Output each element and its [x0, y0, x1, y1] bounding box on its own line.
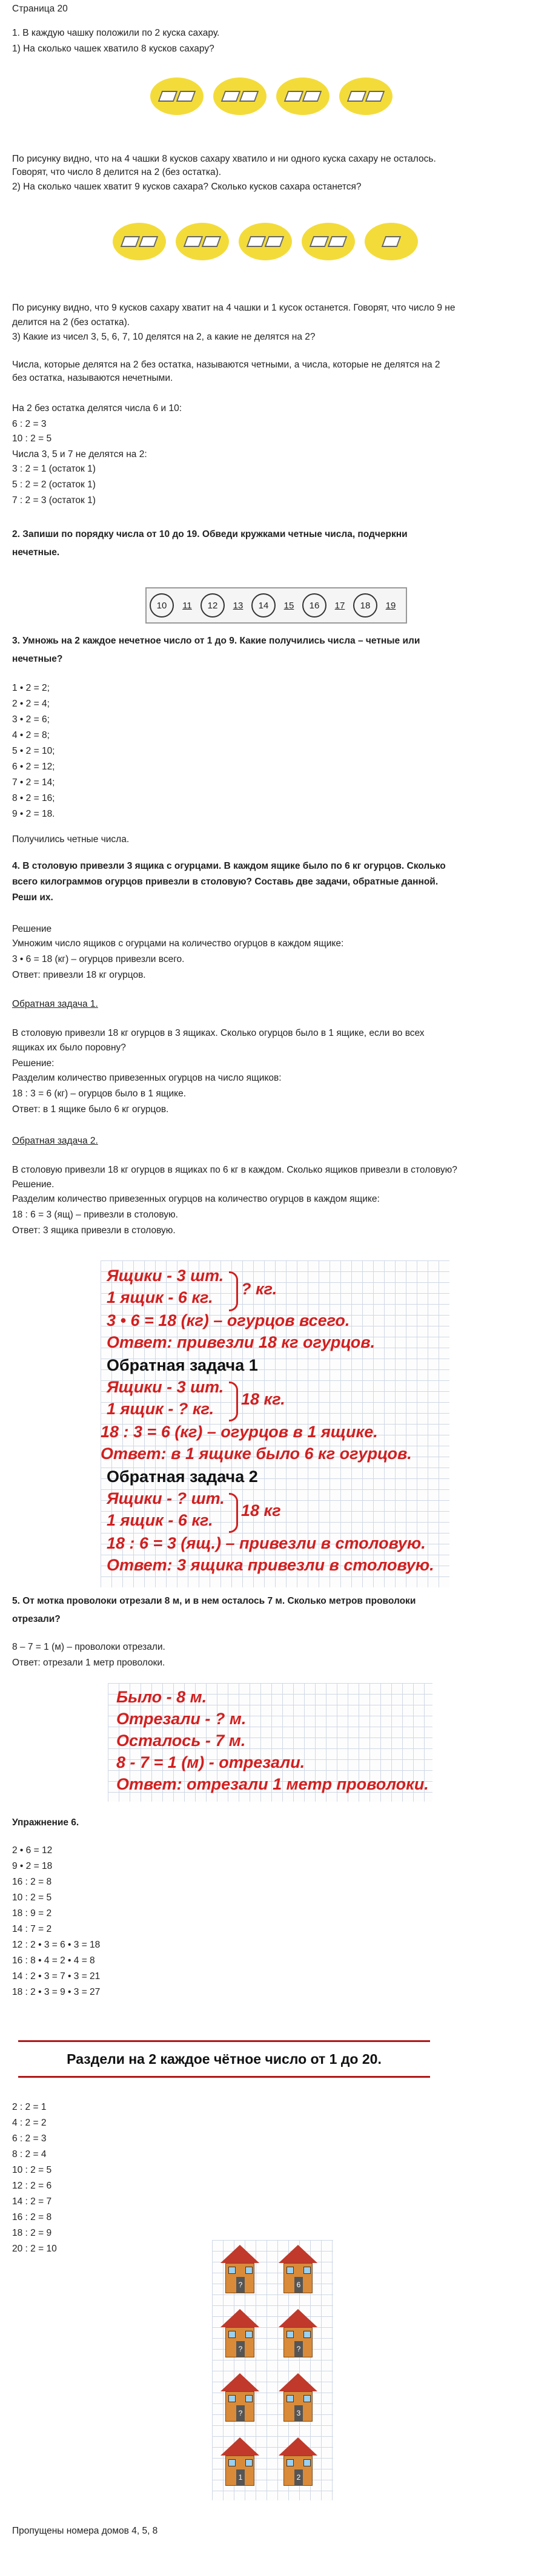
division-line: 18 : 2 = 9 [12, 2228, 52, 2238]
multiplication-line: 4 • 2 = 8; [12, 730, 50, 740]
number-underlined: 19 [385, 600, 396, 611]
cup-icon [302, 223, 355, 260]
house-number: 3 [294, 2405, 303, 2421]
multiplication-line: 6 • 2 = 12; [12, 762, 55, 772]
exercise-line: 10 : 2 = 5 [12, 1892, 52, 1903]
task3-conclusion: Получились четные числа. [12, 834, 130, 845]
house-icon [220, 2245, 259, 2293]
house-icon [220, 2437, 259, 2486]
exercise-line: 16 : 2 = 8 [12, 1877, 52, 1887]
exercise-line: 18 : 2 • 3 = 9 • 3 = 27 [12, 1987, 101, 1997]
brace-icon [229, 1382, 238, 1421]
exercise-line: 16 : 8 • 4 = 2 • 4 = 8 [12, 1955, 95, 1966]
multiplication-line: 3 • 2 = 6; [12, 714, 50, 725]
hw-line: 1 ящик - ? кг. [107, 1400, 214, 1418]
cup-icon [276, 77, 330, 115]
number-circled: 18 [353, 593, 377, 618]
task1-definition-l1: Числа, которые делятся на 2 без остатка, называются четными, а числа, которые не делятся на 2 [12, 360, 440, 370]
brace-icon [229, 1271, 238, 1311]
inverse-task2-title: Обратная задача 2. [12, 1136, 98, 1146]
multiplication-line: 2 • 2 = 4; [12, 699, 50, 709]
sugar-cups-9 [113, 223, 428, 260]
division-task-banner: Раздели на 2 каждое чётное число от 1 до 20. [18, 2040, 430, 2078]
division-line: 20 : 2 = 10 [12, 2244, 57, 2254]
task1-definition-l2: без остатка, называются нечетными. [12, 373, 173, 383]
task5-heading-l2: отрезали? [12, 1614, 61, 1624]
number-line [145, 587, 407, 624]
hw-line: 3 • 6 = 18 (кг) – огурцов всего. [107, 1311, 350, 1329]
sugar-cups-8 [150, 77, 402, 115]
inverse-task2-answer: Ответ: 3 ящика привезли в столовую. [12, 1225, 176, 1236]
multiplication-line: 8 • 2 = 16; [12, 793, 55, 803]
hw-line: 1 ящик - 6 кг. [107, 1511, 213, 1529]
division-line: 3 : 2 = 1 (остаток 1) [12, 464, 96, 474]
houses-picture [212, 2240, 333, 2500]
division-line: 12 : 2 = 6 [12, 2181, 52, 2191]
number-circled: 14 [251, 593, 276, 618]
task1-answer2-l1: По рисунку видно, что 9 кусков сахару хватит на 4 чашки и 1 кусок останется. Говорят, что число 9 не [12, 303, 456, 313]
division-line: 6 : 2 = 3 [12, 419, 47, 429]
house-icon [279, 2437, 317, 2486]
hw-line: 1 ящик - 6 кг. [107, 1288, 213, 1306]
number-circled: 10 [150, 593, 174, 618]
hw-line: 8 - 7 = 1 (м) - отрезали. [116, 1753, 305, 1771]
final-answer: Пропущены номера домов 4, 5, 8 [12, 2526, 158, 2536]
task1-answer1-l2: Говорят, что число 8 делится на 2 (без остатка). [12, 167, 222, 177]
house-number: 1 [236, 2469, 245, 2485]
task1-answer2-l2: делится на 2 (без остатка). [12, 317, 130, 328]
exercise-line: 12 : 2 • 3 = 6 • 3 = 18 [12, 1940, 101, 1950]
solution-label: Решение [12, 924, 52, 934]
house-icon [279, 2309, 317, 2357]
solution-line: Умножим число ящиков с огурцами на количество огурцов в каждом ящике: [12, 938, 344, 949]
hw-question: 18 кг. [241, 1390, 285, 1408]
house-icon [279, 2245, 317, 2293]
exercise-line: 9 • 2 = 18 [12, 1861, 53, 1871]
house-number: 2 [294, 2469, 303, 2485]
number-circled: 12 [200, 593, 225, 618]
hw-line: 18 : 6 = 3 (ящ.) – привезли в столовую. [107, 1534, 426, 1552]
inverse-task2-line: 18 : 6 = 3 (ящ) – привезли в столовую. [12, 1210, 178, 1220]
hw-title: Обратная задача 1 [107, 1356, 258, 1374]
cup-icon [239, 223, 292, 260]
handwritten-notebook-task4 [101, 1260, 449, 1587]
hw-answer: Ответ: отрезали 1 метр проволоки. [116, 1775, 429, 1793]
house-icon [279, 2373, 317, 2422]
task1-question1: 1) На сколько чашек хватило 8 кусков сахару? [12, 44, 214, 54]
task3-heading-l2: нечетные? [12, 654, 63, 664]
hw-line: Было - 8 м. [116, 1688, 207, 1706]
number-circled: 16 [302, 593, 326, 618]
exercise6-heading: Упражнение 6. [12, 1817, 79, 1828]
hw-answer: Ответ: 3 ящика привезли в столовую. [107, 1556, 434, 1574]
division-line: 5 : 2 = 2 (остаток 1) [12, 479, 96, 490]
inverse-task1-line: Решение: [12, 1058, 55, 1069]
cup-icon [213, 77, 267, 115]
exercise-line: 14 : 2 • 3 = 7 • 3 = 21 [12, 1971, 101, 1981]
division-line: 10 : 2 = 5 [12, 433, 52, 444]
inverse-task1-answer: Ответ: в 1 ящике было 6 кг огурцов. [12, 1104, 169, 1115]
division-line: 14 : 2 = 7 [12, 2196, 52, 2207]
division-line: 10 : 2 = 5 [12, 2165, 52, 2175]
task4-heading-l3: Реши их. [12, 892, 53, 903]
multiplication-line: 9 • 2 = 18. [12, 809, 55, 819]
inverse-task1-line: 18 : 3 = 6 (кг) – огурцов было в 1 ящике. [12, 1089, 187, 1099]
task1-question3: 3) Какие из чисел 3, 5, 6, 7, 10 делятся на 2, а какие не делятся на 2? [12, 332, 316, 342]
division-line: 8 : 2 = 4 [12, 2149, 47, 2159]
task1-question2: 2) На сколько чашек хватит 9 кусков сахара? Сколько кусков сахара останется? [12, 182, 362, 192]
hw-line: Осталось - 7 м. [116, 1731, 246, 1750]
house-icon [220, 2373, 259, 2422]
hw-question: 18 кг [241, 1501, 281, 1520]
exercise-line: 2 • 6 = 12 [12, 1845, 53, 1856]
hw-answer: Ответ: привезли 18 кг огурцов. [107, 1333, 376, 1351]
inverse-task2-line: Разделим количество привезенных огурцов на количество огурцов в каждом ящике: [12, 1194, 380, 1204]
task5-line: 8 – 7 = 1 (м) – проволоки отрезали. [12, 1642, 165, 1652]
hw-line: Ящики - ? шт. [107, 1489, 225, 1507]
division-line: 16 : 2 = 8 [12, 2212, 52, 2222]
hw-line: Ящики - 3 шт. [107, 1267, 224, 1285]
inverse-task2-line: Решение. [12, 1179, 55, 1190]
hw-answer: Ответ: в 1 ящике было 6 кг огурцов. [101, 1444, 412, 1463]
hw-line: Отрезали - ? м. [116, 1710, 247, 1728]
division-line: 7 : 2 = 3 (остаток 1) [12, 495, 96, 506]
task5-heading-l1: 5. От мотка проволоки отрезали 8 м, и в нем осталось 7 м. Сколько метров проволоки [12, 1596, 416, 1606]
solution-line: 3 • 6 = 18 (кг) – огурцов привезли всего. [12, 954, 185, 964]
inverse-task1-line: ящиках их было поровну? [12, 1043, 126, 1053]
task2-heading-l2: нечетные. [12, 547, 60, 558]
division-line: 6 : 2 = 3 [12, 2133, 47, 2144]
house-number: 6 [294, 2277, 303, 2293]
cup-icon [339, 77, 393, 115]
house-number: ? [236, 2405, 245, 2421]
number-underlined: 13 [233, 600, 244, 611]
division-line: 2 : 2 = 1 [12, 2102, 47, 2112]
divisible-title: На 2 без остатка делятся числа 6 и 10: [12, 403, 182, 413]
exercise-line: 18 : 9 = 2 [12, 1908, 52, 1919]
solution-answer: Ответ: привезли 18 кг огурцов. [12, 970, 146, 980]
task3-heading-l1: 3. Умножь на 2 каждое нечетное число от 1 до 9. Какие получились числа – четные или [12, 636, 420, 646]
task1-answer1-l1: По рисунку видно, что на 4 чашки 8 кусков сахару хватило и ни одного куска сахару не осталось. [12, 154, 436, 164]
inverse-task1-line: Разделим количество привезенных огурцов на число ящиков: [12, 1073, 282, 1083]
cup-icon [150, 77, 204, 115]
number-underlined: 15 [283, 600, 294, 611]
hw-line: Ящики - 3 шт. [107, 1378, 224, 1396]
inverse-task1-title: Обратная задача 1. [12, 999, 98, 1009]
number-underlined: 11 [182, 600, 192, 611]
page-title: Страница 20 [12, 4, 68, 14]
task5-answer: Ответ: отрезали 1 метр проволоки. [12, 1658, 165, 1668]
multiplication-line: 5 • 2 = 10; [12, 746, 55, 756]
nondivisible-title: Числа 3, 5 и 7 не делятся на 2: [12, 449, 147, 460]
hw-title: Обратная задача 2 [107, 1468, 258, 1486]
task2-heading-l1: 2. Запиши по порядку числа от 10 до 19. Обведи кружками четные числа, подчеркни [12, 529, 408, 539]
house-icon [220, 2309, 259, 2357]
task4-heading-l1: 4. В столовую привезли 3 ящика с огурцами. В каждом ящике было по 6 кг огурцов. Сколько [12, 861, 446, 871]
task1-heading: 1. В каждую чашку положили по 2 куска сахару. [12, 28, 220, 38]
multiplication-line: 7 • 2 = 14; [12, 777, 55, 788]
cup-icon [365, 223, 418, 260]
exercise-line: 14 : 7 = 2 [12, 1924, 52, 1934]
inverse-task1-line: В столовую привезли 18 кг огурцов в 3 ящиках. Сколько огурцов было в 1 ящике, если во всех [12, 1028, 425, 1038]
hw-question: ? кг. [241, 1280, 277, 1298]
house-number: ? [294, 2341, 303, 2357]
inverse-task2-line: В столовую привезли 18 кг огурцов в ящиках по 6 кг в каждом. Сколько ящиков привезли в столовую? [12, 1165, 457, 1175]
task4-heading-l2: всего килограммов огурцов привезли в столовую? Составь две задачи, обратные данной. [12, 877, 439, 887]
house-number: ? [236, 2341, 245, 2357]
hw-line: 18 : 3 = 6 (кг) – огурцов в 1 ящике. [101, 1423, 378, 1441]
number-underlined: 17 [334, 600, 345, 611]
brace-icon [229, 1493, 238, 1533]
division-line: 4 : 2 = 2 [12, 2118, 47, 2128]
multiplication-line: 1 • 2 = 2; [12, 683, 50, 693]
cup-icon [113, 223, 166, 260]
cup-icon [176, 223, 229, 260]
house-number: ? [236, 2277, 245, 2293]
handwritten-notebook-task5 [108, 1683, 432, 1802]
